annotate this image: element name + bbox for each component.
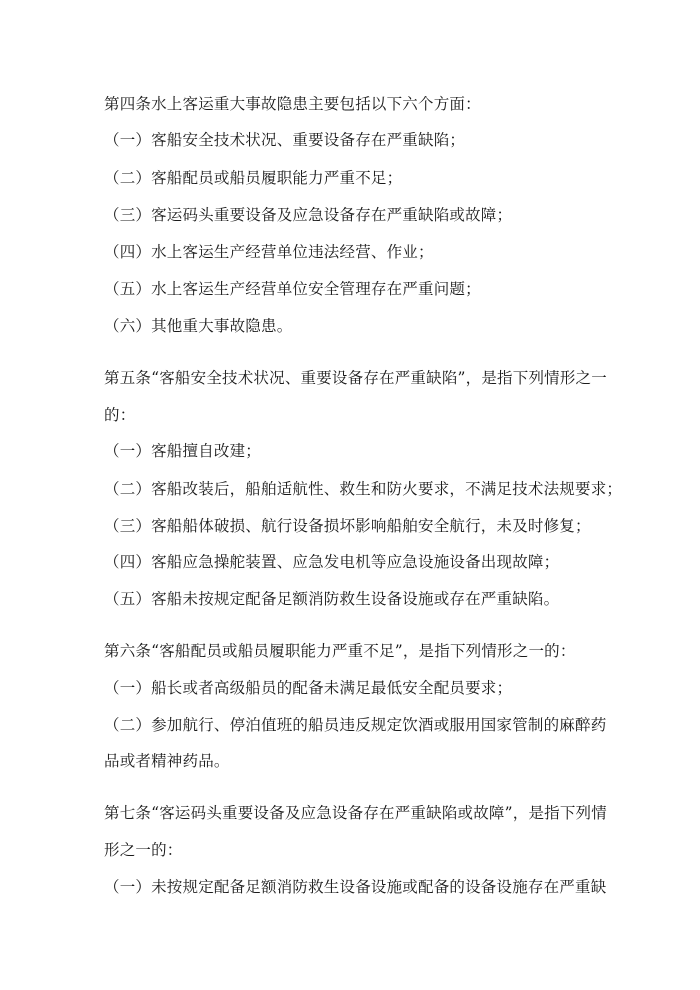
article-7-item-1: （一）未按规定配备足额消防救生设备设施或配备的设备设施存在严重缺 [104, 878, 607, 896]
article-5-heading-line-1: 第五条“客船安全技术状况、重要设备存在严重缺陷”，是指下列情形之一 [104, 369, 607, 387]
article-7-heading-line-2: 形之一的： [104, 841, 183, 859]
article-6-heading: 第六条“客船配员或船员履职能力严重不足”，是指下列情形之一的： [104, 642, 576, 660]
article-6-item-1: （一）船长或者高级船员的配备未满足最低安全配员要求； [104, 679, 513, 697]
article-4-item-6: （六）其他重大事故隐患。 [104, 317, 293, 335]
article-5-item-2: （二）客船改装后，船舶适航性、救生和防火要求，不满足技术法规要求； [104, 480, 623, 498]
article-5-heading-line-2: 的： [104, 406, 136, 424]
article-4-item-4: （四）水上客运生产经营单位违法经营、作业； [104, 243, 434, 261]
article-5-item-5: （五）客船未按规定配备足额消防救生设备设施或存在严重缺陷。 [104, 590, 560, 608]
article-5-item-1: （一）客船擅自改建； [104, 442, 262, 460]
article-7-heading-line-1: 第七条“客运码头重要设备及应急设备存在严重缺陷或故障”，是指下列情 [104, 804, 607, 822]
article-4-heading: 第四条水上客运重大事故隐患主要包括以下六个方面： [104, 95, 481, 113]
article-6-item-2-line-2: 品或者精神药品。 [104, 752, 230, 770]
article-4-item-3: （三）客运码头重要设备及应急设备存在严重缺陷或故障； [104, 206, 513, 224]
article-4-item-5: （五）水上客运生产经营单位安全管理存在严重问题； [104, 280, 481, 298]
article-6-item-2-line-1: （二）参加航行、停泊值班的船员违反规定饮酒或服用国家管制的麻醉药 [104, 716, 607, 734]
article-4-item-2: （二）客船配员或船员履职能力严重不足； [104, 169, 403, 187]
article-5-item-4: （四）客船应急操舵装置、应急发电机等应急设施设备出现故障； [104, 553, 560, 571]
article-4-item-1: （一）客船安全技术状况、重要设备存在严重缺陷； [104, 131, 466, 149]
article-5-item-3: （三）客船船体破损、航行设备损坏影响船舶安全航行，未及时修复； [104, 517, 591, 535]
